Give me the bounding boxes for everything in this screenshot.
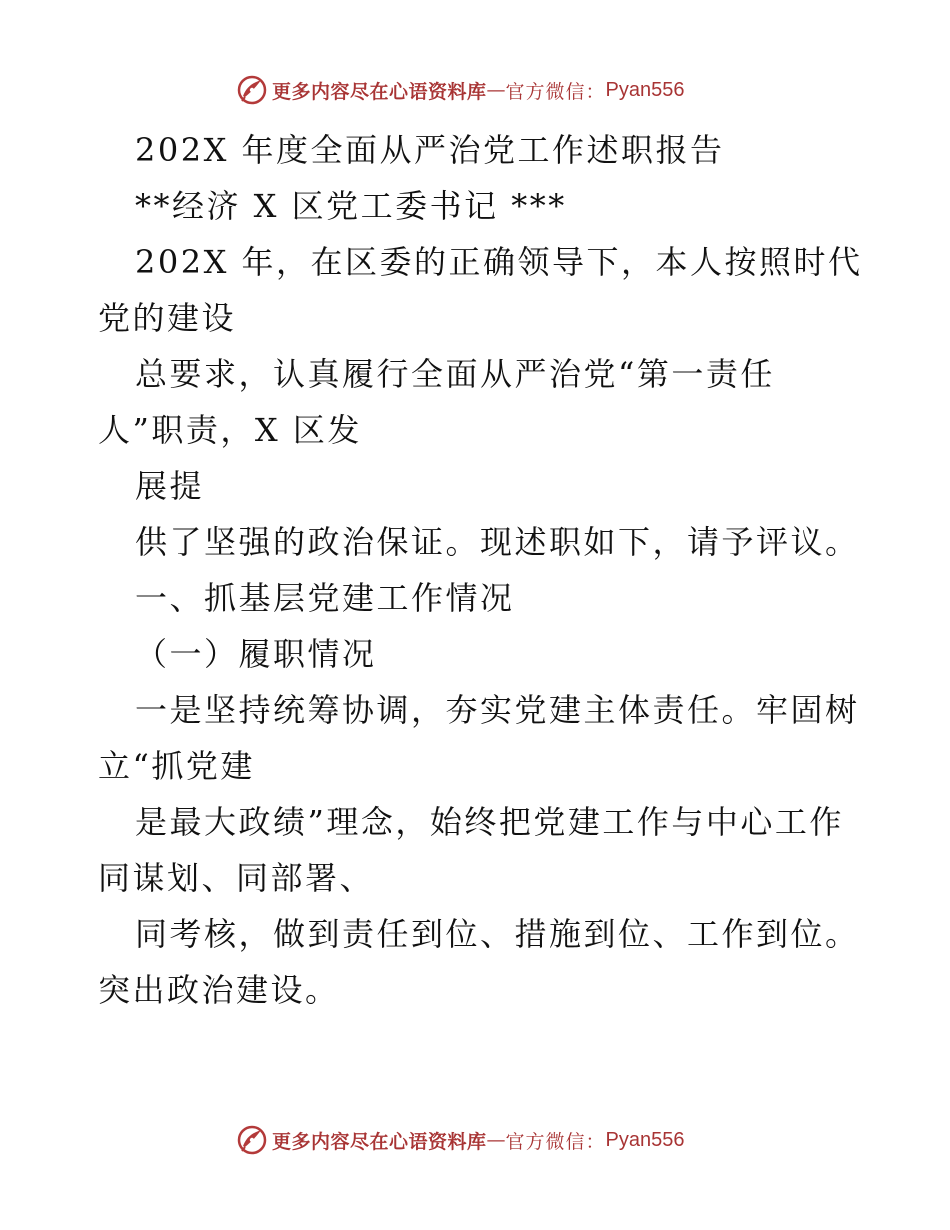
- watermark-main-text: 更多内容尽在心语资料库: [272, 80, 487, 103]
- paragraph-line: 总要求，认真履行全面从严治党“第一责任: [135, 355, 775, 393]
- paragraph-line: 突出政治建设。: [98, 971, 340, 1009]
- watermark-sub-text: 官方微信：: [505, 1130, 606, 1153]
- header-watermark: [236, 72, 685, 108]
- watermark-main-text: 更多内容尽在心语资料库: [272, 1130, 487, 1153]
- author-line: **经济 X 区党工委书记 ***: [135, 187, 567, 225]
- paragraph-line: 党的建设: [98, 299, 237, 337]
- paragraph-line: 人”职责，X 区发: [98, 411, 362, 449]
- watermark-sub-text: 官方微信：: [505, 80, 606, 103]
- paragraph-line: 立“抓党建: [98, 747, 255, 785]
- section-heading: 一、抓基层党建工作情况: [135, 579, 515, 617]
- pen-logo-icon: [236, 1124, 268, 1156]
- paragraph-line: 202X 年，在区委的正确领导下，本人按照时代: [135, 243, 863, 281]
- document-body: [98, 122, 863, 1018]
- watermark-dash: —: [486, 79, 506, 101]
- paragraph-line: 是最大政绩”理念，始终把党建工作与中心工作: [135, 803, 844, 841]
- paragraph-line: 一是坚持统筹协调，夯实党建主体责任。牢固树: [135, 691, 860, 729]
- footer-watermark: [236, 1122, 685, 1158]
- paragraph-line: 供了坚强的政治保证。现述职如下，请予评议。: [135, 523, 860, 561]
- paragraph-line: 同考核，做到责任到位、措施到位、工作到位。: [135, 915, 860, 953]
- pen-logo-icon: [236, 74, 268, 106]
- paragraph-line: 同谋划、同部署、: [98, 859, 375, 897]
- watermark-dash: —: [486, 1129, 506, 1151]
- watermark-wechat-id: Pyan556: [605, 1128, 685, 1151]
- paragraph-line: 展提: [135, 467, 205, 505]
- document-title: 202X 年度全面从严治党工作述职报告: [135, 131, 725, 169]
- subsection-heading: （一）履职情况: [135, 635, 377, 673]
- watermark-wechat-id: Pyan556: [605, 78, 685, 101]
